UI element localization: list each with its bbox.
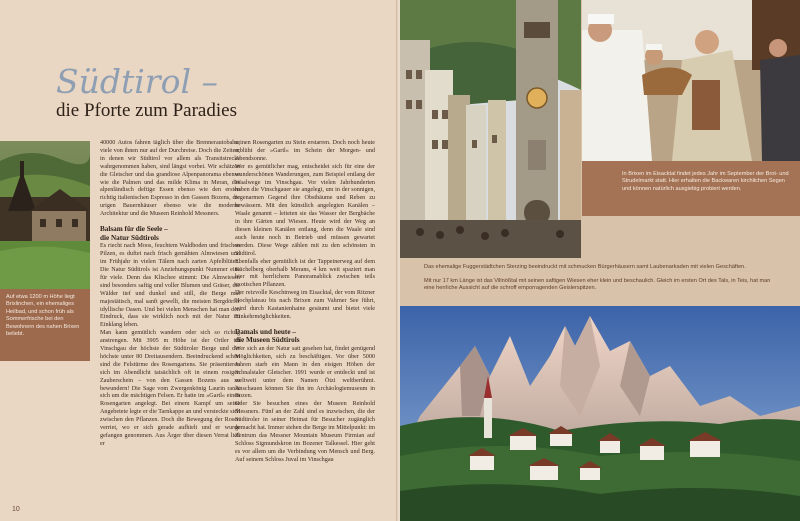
bread-blessing-photo	[582, 0, 800, 161]
paragraph: Wer es gemütlicher mag, entscheidet sich für eine der wunderschönen Wanderungen, zum Beispiel entlang der Waalwege im Vinschgau. Vor vielen Jahrhunderten haben die Vinschgauer sie angelegt, um in der sonnigen, regenarmen Gegend ihre Obstbäume und Reben zu bewässern. Mit den künstlich angelegten Kanälen – Waale genannt – leiteten sie das Wasser der Bergbäche in ihre Gärten und Wiesen. Heute wird der Weg an diesen kleinen Kanälen entlang, denn die Waale sind auch heute noch in Betrieb und müssen gewartet werden. Diese Wege zählen mit zu den schönsten in Südtirol.	[235, 163, 375, 257]
geisler-mountains-photo	[400, 306, 800, 521]
article-title	[56, 62, 386, 122]
text-column-2	[235, 140, 375, 465]
paragraph: Wer sich an der Natur satt gesehen hat, findet genügend Möglichkeiten, sich zu beschäftigen. Vor über 5000 Jahren starb ein Mann in den eisigen Höhen der Schnalstaler Gletscher. 1991 wurde er entdeckt und ist weltweit unter dem Namen Ötzi weltberühmt. Anschauen können Sie ihn im Archäologiemuseum in Bozen.	[235, 346, 375, 400]
page-number: 10	[12, 506, 20, 513]
heading-line: die Natur Südtirols	[100, 233, 159, 242]
paragraph: Der reizvolle Keschtnweg im Eisacktal, der vom Ritzner Hochplateau bis nach Brixen zum Vahrner See führt, wird durch Kastanienhaine gesäumt und bietet viele Einkehrmöglichkeiten.	[235, 290, 375, 320]
paragraph: Es riecht nach Moos, feuchtem Waldboden und frischen Pilzen, es duftet nach frisch gemähten Almwiesen und im Frühjahr in vielen Tälern nach zarten Apfelblüten. Die Natur Südtirols ist Anziehungspunkt Nummer eins für viele. Denn das Klischee stimmt: Die Almwiesen sind besonders saftig und voller Blumen und Gräser, die Wälder tief und dunkel und still, die Berge mal majestätisch, mal sanft gewellt, die meisten Bergdörfer idyllische Oasen. Und bei vielen Menschen hat man den Eindruck, dass sie wirklich noch mit der Natur im Einklang leben.	[100, 243, 240, 329]
heading-line: Damals und heute –	[235, 327, 296, 336]
paragraph: 40000 Autos fahren täglich über die Brennerautobahn, viele von ihnen nur auf der Durchreise. Doch die Zeiten, in denen wir Südtirol vor allem als Transitstrecke wahrgenommen haben, sind längst vorbei. Wir schätzen die Gletscher und das grandiose Alpenpanorama ebenso wie die Palmen und das milde Klima in Meran, das alpenländisch deftige Essen ebenso wie den ersten richtig italienischen Espresso in den Gassen Bozens, die urigen Bauernhäuser ebenso wie die moderne Architektur und die Museen Reinhold Messners.	[100, 140, 240, 218]
church-photo	[0, 141, 90, 289]
section-heading	[100, 225, 240, 242]
title-subtitle: die Pforte zum Paradies	[56, 100, 237, 121]
heading-line: Balsam für die Seele –	[100, 225, 168, 234]
paragraph: Man kann gemütlich wandern oder sich so richtig anstrengen. Mit 3905 m Höhe ist der Ortler im Vinschgau der höchste der Südtiroler Berge und der höchste unter 80 Dreitausendern. Beeindruckend schön sind die Felstürme des Rosengartens. Sie präsentieren sich im Abendlicht tatsächlich oft in einem rosigen Zauberschein – von den Gassen Bozens aus zu bewundern! Die Sage vom Zwergenkönig Laurin rankt sich um die mächtigen Felsen. Er hatte im »Gartl« einen Rosengarten angelegt. Bei einem Kampf um seine Angebetete legte er die Tarnkappe an und versteckte sich zwischen den Pflanzen. Doch die Bewegung der Rosen verriet, wo er sich gerade aufhielt und er wurde gefangen genommen. Aus Ärger über diesen Verrat ließ er	[100, 330, 240, 447]
villnoess-caption: Mit nur 17 km Länge ist das Villnößtal mit seinen saftigen Wiesen eher klein und beschaulich. Gleich im ersten Ort des Tals, in Teis, hat man eine herrliche Aussicht auf die schroff emporragenden Geislerspitzen.	[424, 278, 771, 292]
bread-blessing-caption: In Brixen im Eisacktal findet jedes Jahr im September der Brot- und Strudelmarkt statt. Hier erhalten die Backwaren kirchlichen Segen und können natürlich ausgiebig probiert werden.	[582, 161, 800, 216]
heading-line: die Museen Südtirols	[235, 336, 300, 345]
town-captions	[400, 258, 800, 306]
section-heading	[235, 328, 375, 345]
town-tower-photo	[400, 0, 581, 258]
paragraph: Ebenfalls eher gemütlich ist der Tappeinerweg auf dem Küchelberg oberhalb Merans, 4 km weit spaziert man hier mit herrlichem Panoramablick zwischen teils exotischen Pflanzen.	[235, 258, 375, 289]
church-caption: Auf etwa 1200 m Höhe liegt Brixlinchen, ein ehemaliges Heilbad, und schon früh als Sommerfrische bei den Bewohnern des nahen Brixen beliebt.	[0, 289, 90, 361]
title-main: Südtirol –	[56, 62, 218, 101]
paragraph: seinen Rosengarten zu Stein erstarren. Doch noch heute erblüht der »Gartl« im Schein der Morgen- und Abendsonne.	[235, 140, 375, 162]
paragraph: Oder Sie besuchen eines der Museen Reinhold Messners. Fünf an der Zahl sind es inzwischen, die der Südtiroler in seiner Heimat für Besucher zugänglich gemacht hat. Immer stehen die Berge im Mittelpunkt: im Zentrum das Messner Mountain Museum Firmian auf Schloss Sigmundskron im Bozener Talkessel. Hier geht es vor allem um die Verbindung von Mensch und Berg. Auf seinem Schloss Juval im Vinschgau	[235, 401, 375, 463]
sterzing-caption: Das ehemalige Fuggerstädtchen Sterzing beeindruckt mit schmucken Bürgerhäusern samt Laubenarkaden mit vielen Geschäften.	[424, 264, 746, 270]
text-column-1	[100, 140, 240, 449]
